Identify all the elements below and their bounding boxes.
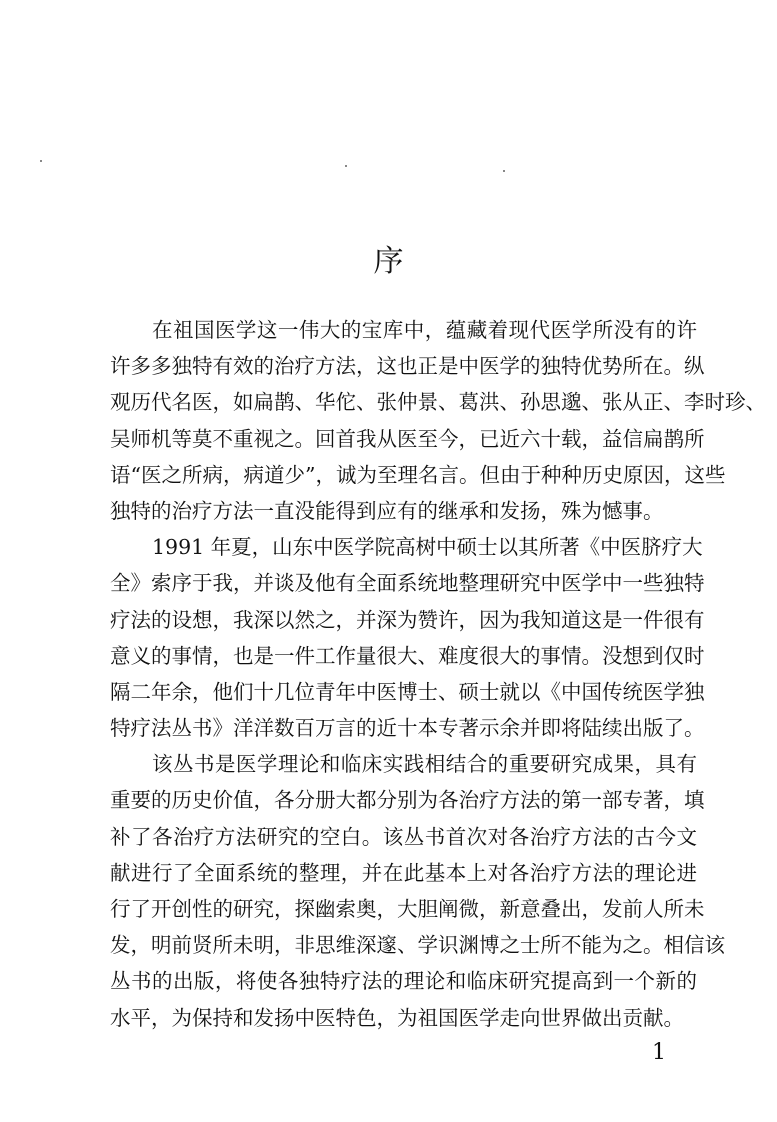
text-line: 意义的事情，也是一件工作量很大、难度很大的事情。没想到仅时 [110,643,705,668]
text-line: 语“医之所病，病道少”，诚为至理名言。但由于种种历史原因，这些 [110,462,726,487]
text-line: 该丛书是医学理论和临床实践相结合的重要研究成果，具有 [152,752,697,777]
text-line: 丛书的出版，将使各独特疗法的理论和临床研究提高到一个新的 [110,969,697,994]
text-line: 观历代名医，如扁鹊、华佗、张仲景、葛洪、孙思邈、张从正、李时珍、 [110,390,766,415]
scan-speck [503,170,505,172]
text-line: 独特的治疗方法一直没能得到应有的继承和发扬，殊为憾事。 [110,498,664,523]
text-line: 隔二年余，他们十几位青年中医博士、硕士就以《中国传统医学独 [110,679,705,704]
text-line: 1991 年夏，山东中医学院高树中硕士以其所著《中医脐疗大 [152,535,703,560]
page-title: 序 [373,244,404,279]
text-line: 发，明前贤所未明，非思维深邃、学识渊博之士所不能为之。相信该 [110,933,725,958]
page-number: 1 [652,1040,666,1065]
text-line: 吴师机等莫不重视之。回首我从医至今，已近六十载，益信扁鹊所 [110,426,705,451]
text-line: 水平，为保持和发扬中医特色，为祖国医学走向世界做出贡献。 [110,1005,684,1030]
text-line: 重要的历史价值，各分册大都分别为各治疗方法的第一部专著，填 [110,788,705,813]
text-line: 补了各治疗方法研究的空白。该丛书首次对各治疗方法的古今文 [110,824,697,849]
scan-speck [40,160,42,162]
text-line: 献进行了全面系统的整理，并在此基本上对各治疗方法的理论进 [110,860,697,885]
text-line: 特疗法丛书》洋洋数百万言的近十本专著示余并即将陆续出版了。 [110,716,705,741]
text-line: 行了开创性的研究，探幽索奥，大胆阐微，新意叠出，发前人所未 [110,897,705,921]
text-line: 疗法的设想，我深以然之，并深为赞许，因为我知道这是一件很有 [110,607,705,632]
preface-body [110,312,766,1036]
text-line: 许多多独特有效的治疗方法，这也正是中医学的独特优势所在。纵 [110,354,705,379]
text-line: 在祖国医学这一伟大的宝库中，蕴藏着现代医学所没有的许 [152,318,697,342]
text-line: 全》索序于我，并谈及他有全面系统地整理研究中医学中一些独特 [110,571,705,596]
scan-speck [345,165,347,167]
